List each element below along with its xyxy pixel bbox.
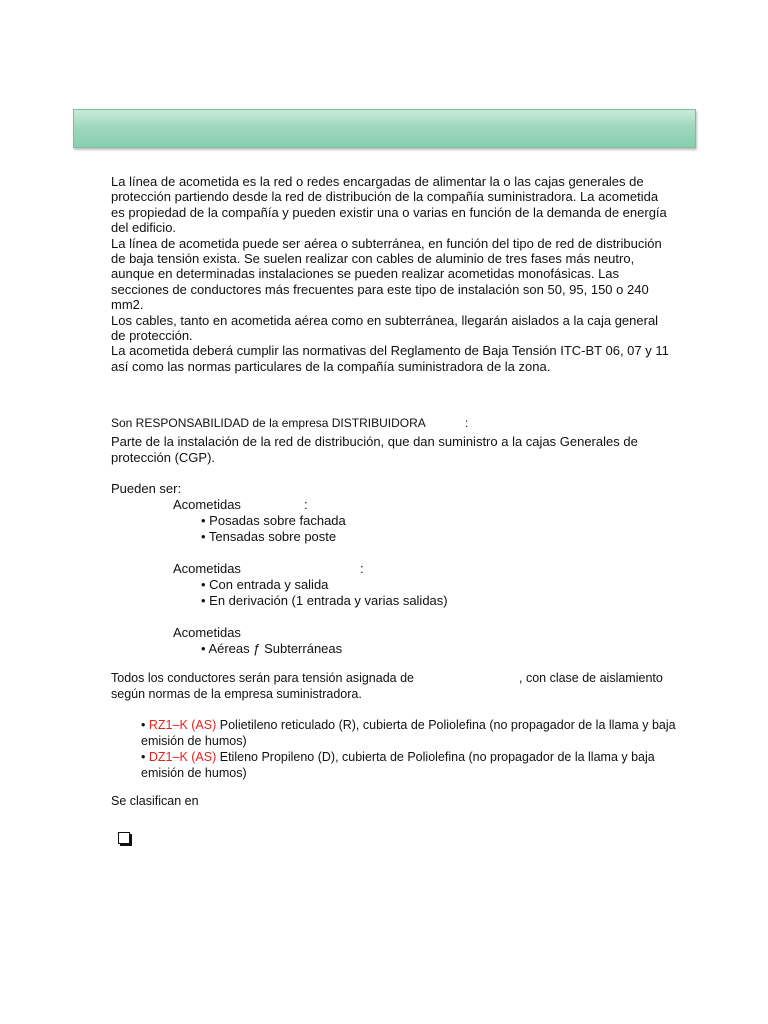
intro-paragraph: La línea de acometida puede ser aérea o subterránea, en función del tipo de red de distribución de baja tensión exista. Se suelen realizar con cables de aluminio de tres fases más neutro, aunque en determinadas instalaciones se pueden realizar acometidas monofásicas. Las secciones de conductores más frecuentes para este tipo de instalación son 50, 95, 150 o 240 mm2. <box>111 235 662 313</box>
pueden-ser-label: Pueden ser: <box>111 481 182 496</box>
intro-paragraph: La acometida deberá cumplir las normativas del Reglamento de Baja Tensión ITC-BT 06, 07 y 11 así como las normas particulares de la compañía suministradora de la zona. <box>111 343 669 374</box>
acometidas-group-title: Acometidas <box>173 561 241 576</box>
conductores-line2: según normas de la empresa suministradora. <box>111 686 362 701</box>
responsibility-line <box>111 416 671 431</box>
cable-description: Polietileno reticulado (R), cubierta de Poliolefina (no propagador de la llama y baja emisión de humos) <box>141 718 676 748</box>
cable-item <box>141 750 681 781</box>
responsibility-text: Son RESPONSABILIDAD de la empresa DISTRIBUIDORA <box>111 416 426 430</box>
acometidas-group-colon: : <box>360 561 364 576</box>
intro-text <box>111 174 671 374</box>
list-item: • Tensadas sobre poste <box>201 529 337 544</box>
bullet: • <box>141 750 146 764</box>
cable-description: Etileno Propileno (D), cubierta de Poliolefina (no propagador de la llama y baja emisión de humos) <box>141 750 655 780</box>
cable-item <box>141 718 681 749</box>
conductores-before: Todos los conductores serán para tensión asignada de <box>111 671 414 685</box>
cable-code: DZ1–K (AS) <box>148 750 217 764</box>
clasifican-text: Se clasifican en <box>111 794 199 808</box>
intro-paragraph: Los cables, tanto en acometida aérea como en subterránea, llegarán aislados a la caja general de protección. <box>111 312 659 344</box>
list-item: • En derivación (1 entrada y varias salidas) <box>201 593 448 608</box>
list-item: • Posadas sobre fachada <box>201 513 346 528</box>
conductores-after: , con clase de aislamiento <box>519 671 663 685</box>
intro-paragraph: La línea de acometida es la red o redes encargadas de alimentar la o las cajas generales de protección partiendo desde la red de distribución de la compañía suministradora. La acometida es propiedad de la compañía y pueden existir una o varias en función de la demanda de energía del edificio. <box>111 174 667 236</box>
section-header-banner <box>73 109 696 148</box>
responsibility-colon: : <box>465 416 469 430</box>
checkbox-bullet-icon <box>118 832 130 844</box>
list-item: • Aéreas ƒ Subterráneas <box>201 641 343 656</box>
acometidas-group-title: Acometidas <box>173 497 241 512</box>
list-item: • Con entrada y salida <box>201 577 329 592</box>
acometidas-group-colon: : <box>304 497 308 512</box>
conductores-text <box>111 671 681 702</box>
bullet: • <box>141 718 146 732</box>
acometidas-group-title: Acometidas <box>173 625 241 640</box>
parte-text: Parte de la instalación de la red de distribución, que dan suministro a la cajas Generales de protección (CGP). <box>111 434 638 465</box>
cable-code: RZ1–K (AS) <box>148 718 217 732</box>
